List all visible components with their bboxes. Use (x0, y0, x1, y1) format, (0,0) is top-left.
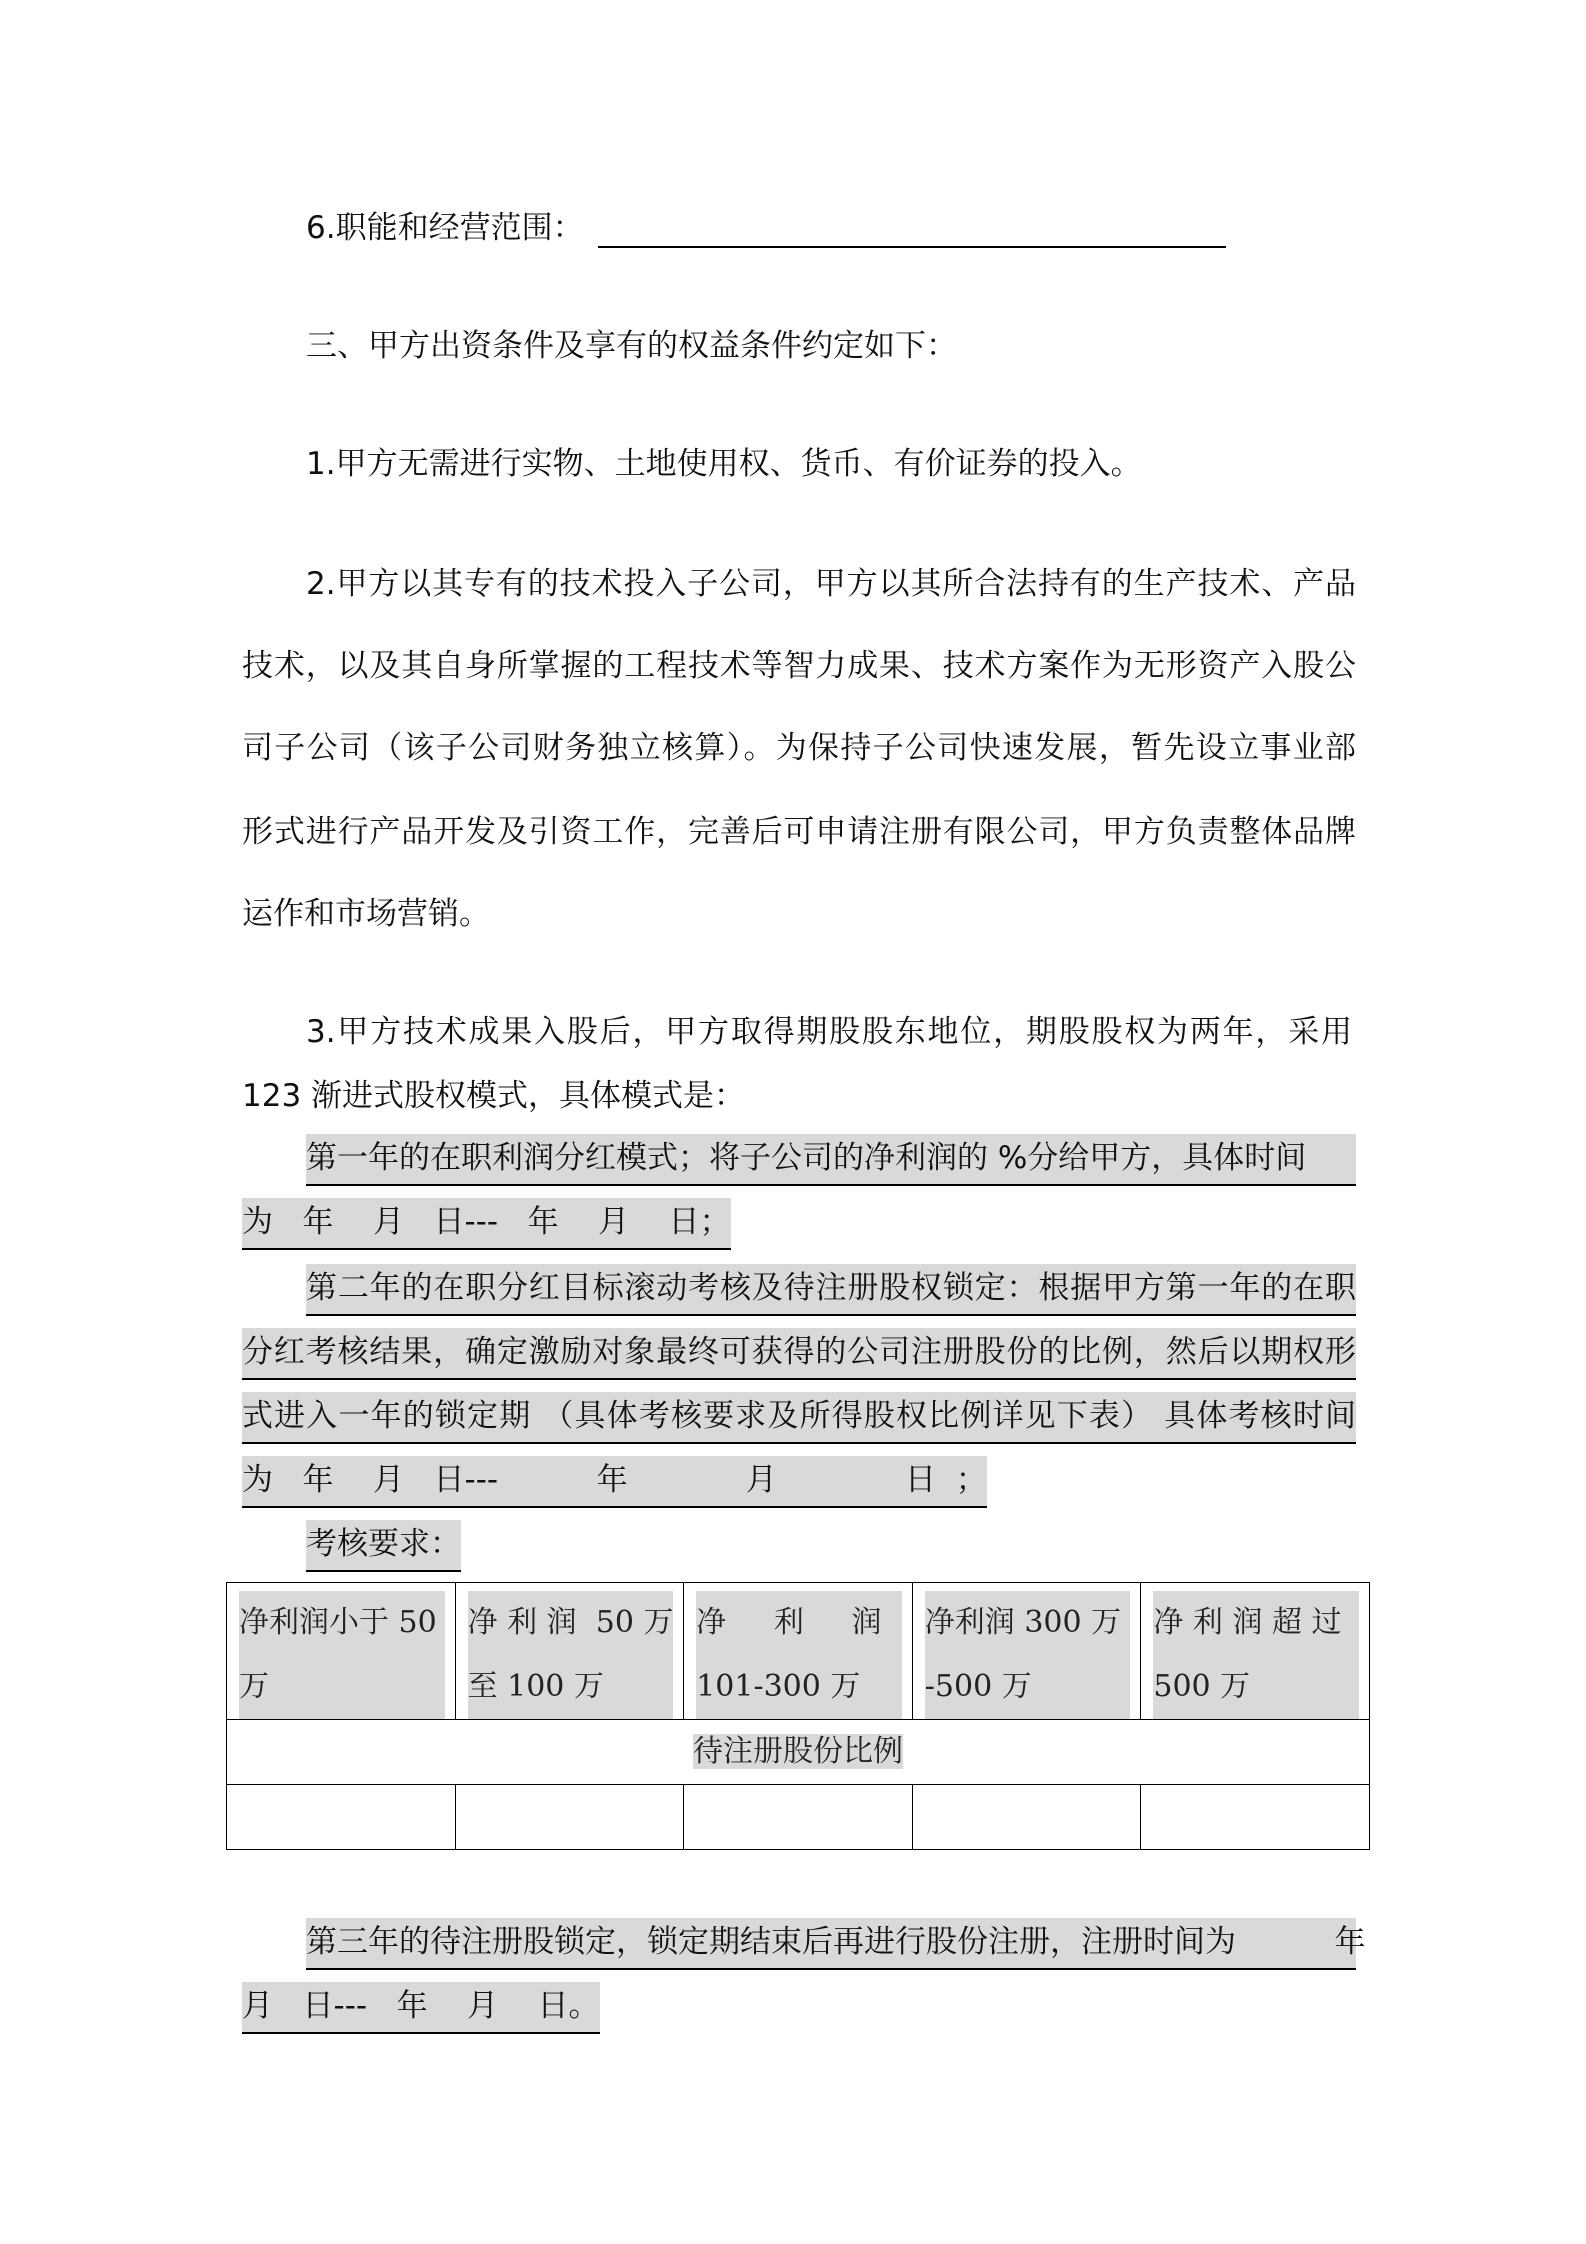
header-cell (912, 1583, 1141, 1720)
table-middle-row (227, 1720, 1370, 1785)
year-2-text-1: 第二年的在职分红目标滚动考核及待注册股权锁定：根据甲方第一年的在职 (306, 1264, 1356, 1316)
year-2-text-4: 为 年 月 日--- 年 月 日 ； (242, 1456, 987, 1508)
year-2-text-2: 分红考核结果，确定激励对象最终可获得的公司注册股份的比例，然后以期权形 (242, 1328, 1356, 1380)
year-2-line-3 (242, 1392, 1356, 1444)
section-three-heading: 三、甲方出资条件及享有的权益条件约定如下： (306, 328, 957, 364)
year-3-line-1 (306, 1918, 1366, 1970)
value-cell (455, 1785, 684, 1850)
clause-1: 1.甲方无需进行实物、土地使用权、货币、有价证券的投入。 (306, 446, 1142, 482)
clause-2-line-2: 技术，以及其自身所掌握的工程技术等智力成果、技术方案作为无形资产入股公 (242, 648, 1356, 684)
assessment-label: 考核要求： (306, 1520, 461, 1572)
header-cell (227, 1583, 456, 1720)
header-cell-line: 净 利 润 50 万 (467, 1605, 674, 1640)
header-cell-line: -500 万 (924, 1669, 1032, 1704)
header-cell (455, 1583, 684, 1720)
table-value-row (227, 1785, 1370, 1850)
header-cell-line: 净 利 润 超 过 (1153, 1605, 1342, 1640)
header-cell-line: 净 利 润 (696, 1605, 882, 1640)
year-1-line-1 (306, 1134, 1356, 1186)
scope-blank (598, 214, 1226, 248)
value-cell (912, 1785, 1141, 1850)
year-2-line-2 (242, 1328, 1356, 1380)
clause-2-line-5: 运作和市场营销。 (242, 896, 490, 932)
value-cell (684, 1785, 913, 1850)
share-ratio-label: 待注册股份比例 (693, 1734, 903, 1769)
assessment-table (226, 1582, 1370, 1850)
clause-3-line-2: 123 渐进式股权模式，具体模式是： (242, 1078, 746, 1114)
clause-2-line-1: 2.甲方以其专有的技术投入子公司，甲方以其所合法持有的生产技术、产品 (306, 566, 1356, 602)
header-cell-line: 万 (239, 1669, 269, 1704)
share-ratio-label-cell (227, 1720, 1370, 1785)
header-cell-line: 净利润小于 50 (239, 1605, 437, 1640)
year-2-text-3: 式进入一年的锁定期 （具体考核要求及所得股权比例详见下表） 具体考核时间 (242, 1392, 1356, 1444)
header-cell (1141, 1583, 1370, 1720)
year-2-line-1 (306, 1264, 1356, 1316)
year-1-text-2: 为 年 月 日--- 年 月 日； (242, 1198, 731, 1250)
value-cell (227, 1785, 456, 1850)
scope-line (306, 208, 1226, 248)
assessment-label-line (306, 1520, 461, 1572)
clause-2-line-4: 形式进行产品开发及引资工作，完善后可申请注册有限公司，甲方负责整体品牌 (242, 814, 1356, 850)
value-cell (1141, 1785, 1370, 1850)
clause-3-line-1: 3.甲方技术成果入股后，甲方取得期股股东地位，期股股权为两年，采用 (306, 1014, 1352, 1050)
year-3-text-1: 第三年的待注册股锁定，锁定期结束后再进行股份注册，注册时间为 年 (306, 1918, 1356, 1970)
table-header-row (227, 1583, 1370, 1720)
header-cell-line: 500 万 (1153, 1669, 1251, 1704)
header-cell (684, 1583, 913, 1720)
year-3-line-2 (242, 1982, 600, 2034)
scope-label: 6.职能和经营范围： (306, 210, 584, 246)
header-cell-line: 净利润 300 万 (924, 1605, 1122, 1640)
year-2-line-4 (242, 1456, 987, 1508)
year-1-text-1: 第一年的在职利润分红模式；将子公司的净利润的 %分给甲方，具体时间 (306, 1134, 1356, 1186)
year-1-line-2 (242, 1198, 731, 1250)
header-cell-line: 至 100 万 (467, 1669, 604, 1704)
header-cell-line: 101-300 万 (696, 1669, 861, 1704)
clause-2-line-3: 司子公司（该子公司财务独立核算）。为保持子公司快速发展，暂先设立事业部 (242, 730, 1356, 766)
year-3-text-2: 月 日--- 年 月 日。 (242, 1982, 600, 2034)
